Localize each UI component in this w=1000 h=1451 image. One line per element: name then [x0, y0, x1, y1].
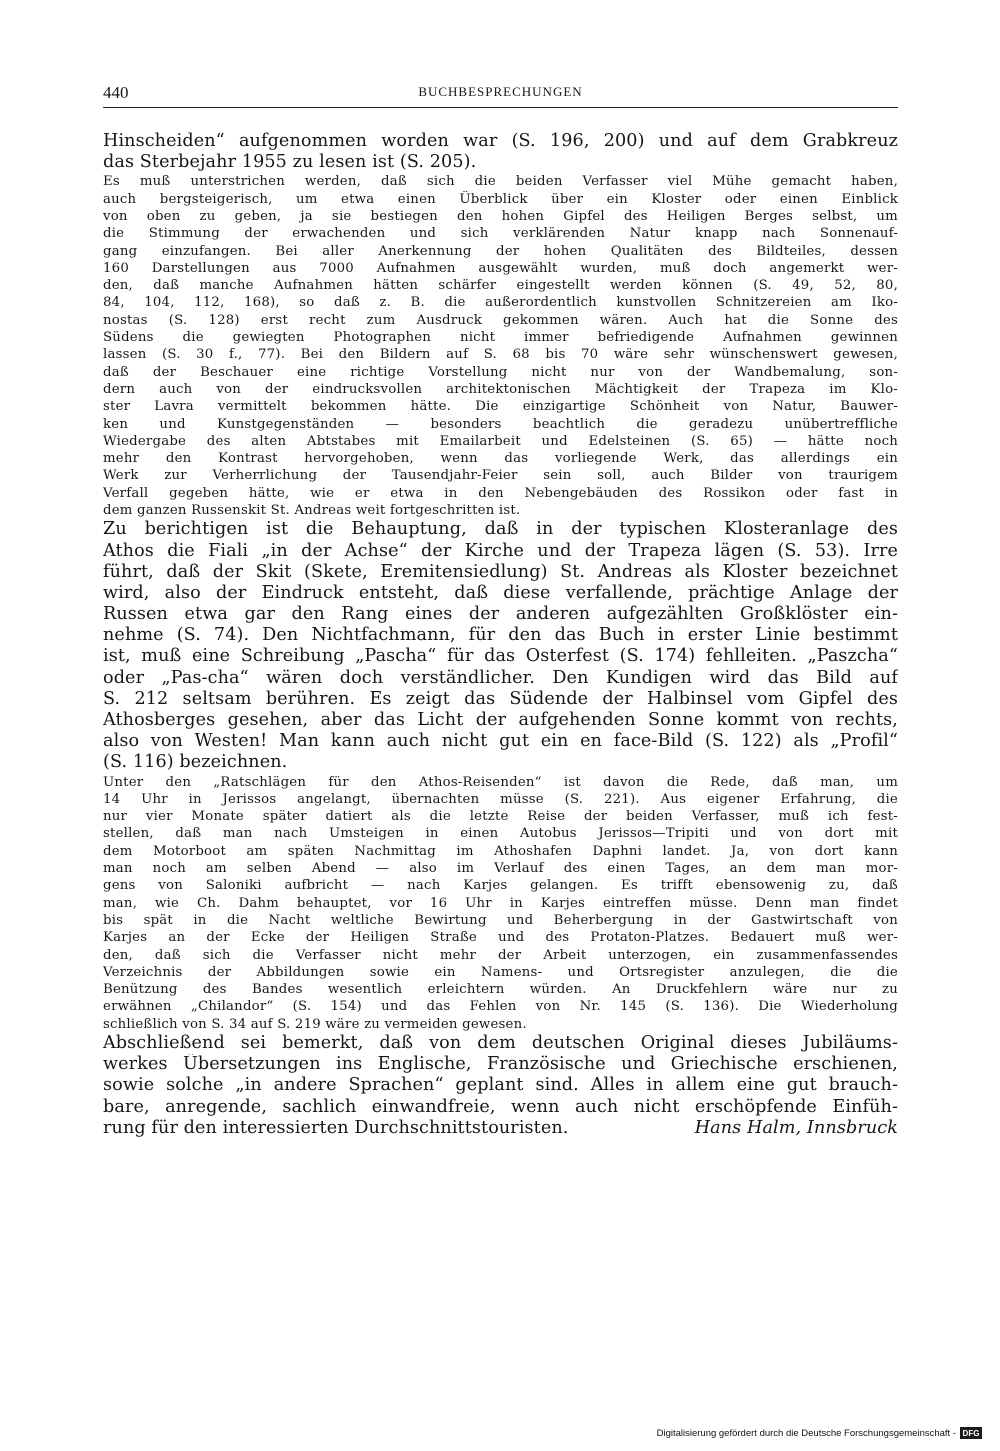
text-line: sowie solche „in andere Sprachen“ geplant sind. Alles in allem eine gut brauch- — [103, 1075, 898, 1096]
text-line — [103, 1118, 898, 1139]
text-line: dem Motorboot am späten Nachmittag im Athoshafen Daphni landet. Ja, von dort kann — [103, 843, 898, 859]
text-line: stellen, daß man nach Umsteigen in einen Autobus Jerissos—Tripiti und von dort mit — [103, 826, 898, 842]
text-line: nostas (S. 128) erst recht zum Ausdruck gekommen wären. Auch hat die Sonne des — [103, 312, 898, 328]
text-line: man noch am selben Abend — also im Verlauf des einen Tages, an dem man mor- — [103, 861, 898, 877]
text-line: den, daß manche Aufnahmen hätten schärfer eingestellt werden können (S. 49, 52, 80, — [103, 278, 898, 294]
text-line: die Stimmung der erwachenden und sich verklärenden Natur knapp nach Sonnenauf- — [103, 226, 898, 242]
text-line: Benützung des Bandes wesentlich erleichtern würden. An Druckfehlern wäre nur zu — [103, 982, 898, 998]
text-line: dem ganzen Russenskit St. Andreas weit fortgeschritten ist. — [103, 503, 521, 519]
text-line: mehr den Kontrast hervorgehoben, wenn das vorliegende Werk, das allerdings ein — [103, 451, 898, 467]
page-footer — [657, 1425, 982, 1441]
text-line: werkes Übersetzungen ins Englische, Französische und Griechische erschienen, — [103, 1054, 898, 1075]
text-line: ist, muß eine Schreibung „Pascha“ für das Osterfest (S. 174) fehlleiten. „Paszcha“ — [103, 646, 898, 667]
text-line: (S. 116) bezeichnen. — [103, 752, 288, 773]
text-line: Zu berichtigen ist die Behauptung, daß in der typischen Klosteranlage des — [103, 519, 898, 540]
page-number: 440 — [103, 83, 129, 102]
paragraph-main-text — [103, 1033, 898, 1139]
text-line: nur vier Monate später datiert als die letzte Reise der beiden Verfasser, muß ich fest- — [103, 809, 898, 825]
text-line: auch bergsteigerisch, um etwa einen Überblick über ein Kloster oder einen Einblick — [103, 191, 898, 207]
text-line: gens von Saloniki aufbricht — nach Karjes gelangen. Es trifft ebensowenig zu, daß — [103, 878, 898, 894]
page-header — [103, 83, 898, 108]
paragraph-small-print — [103, 173, 898, 519]
text-line: Athos die Fiali „in der Achse“ der Kirche und der Trapeza lägen (S. 53). Irre — [103, 540, 898, 561]
text-line: 160 Darstellungen aus 7000 Aufnahmen ausgewählt wurden, muß doch angemerkt wer- — [103, 260, 898, 276]
dfg-logo-icon — [960, 1427, 982, 1439]
text-line: Werk zur Verherrlichung der Tausendjahr-Feier sein soll, auch Bilder von traurigem — [103, 468, 898, 484]
text-line: wird, also der Eindruck entsteht, daß diese verfallende, prächtige Anlage der — [103, 582, 898, 603]
text-line: Athosberges gesehen, aber das Licht der aufgehenden Sonne kommt von rechts, — [103, 710, 898, 730]
text-line-content: rung für den interessierten Durchschnittstouristen. — [103, 1117, 569, 1138]
dfg-logo-label: DFG — [962, 1429, 980, 1439]
review-body — [103, 131, 898, 1139]
text-line: von oben zu geben, ja sie bestiegen den hohen Gipfel des Heiligen Berges selbst, um — [103, 208, 898, 224]
text-line: 84, 104, 112, 168), so daß z. B. die außerordentlich kunstvollen Schnitzereien am Iko- — [103, 295, 898, 311]
text-line: Verzeichnis der Abbildungen sowie ein Namens- und Ortsregister anzulegen, die die — [103, 964, 898, 980]
text-line: Verfall gegeben hätte, wie er etwa in den Nebengebäuden des Rossikon oder fast in — [103, 485, 898, 501]
text-line: Südens die gewiegten Photographen nicht immer befriedigende Aufnahmen gewinnen — [103, 330, 898, 346]
reviewer-signature: Hans Halm, Innsbruck — [694, 1117, 898, 1138]
text-line: führt, daß der Skit (Skete, Eremitensiedlung) St. Andreas als Kloster bezeichnet — [103, 561, 898, 582]
text-line: bis spät in die Nacht weltliche Bewirtung und Beherbergung in der Gastwirtschaft von — [103, 912, 898, 928]
text-line: gang einzufangen. Bei aller Anerkennung der hohen Qualitäten des Bildteiles, dessen — [103, 243, 898, 259]
text-line: S. 212 seltsam berühren. Es zeigt das Südende der Halbinsel vom Gipfel des — [103, 688, 898, 709]
funding-notice: Digitalisierung gefördert durch die Deutsche Forschungsgemeinschaft - — [656, 1427, 956, 1439]
paragraph-main-text — [103, 131, 898, 173]
paragraph-main-text — [103, 519, 898, 773]
text-line: Unter den „Ratschlägen für den Athos-Reisenden“ ist davon die Rede, daß man, um — [103, 774, 898, 790]
text-line: dern auch von der eindrucksvollen architektonischen Mächtigkeit der Trapeza im Klo- — [103, 381, 898, 397]
text-line: schließlich von S. 34 auf S. 219 wäre zu vermeiden gewesen. — [103, 1016, 527, 1032]
text-line: den, daß sich die Verfasser nicht mehr der Arbeit unterzogen, ein zusammenfassendes — [103, 947, 898, 963]
text-line: Es muß unterstrichen werden, daß sich die beiden Verfasser viel Mühe gemacht haben, — [103, 174, 898, 190]
text-line: bare, anregende, sachlich einwandfreie, wenn auch nicht erschöpfende Einfüh- — [103, 1096, 898, 1117]
paragraph-small-print — [103, 774, 898, 1033]
text-line: also von Westen! Man kann auch nicht gut ein en face-Bild (S. 122) als „Profil“ — [103, 731, 898, 752]
text-line: ster Lavra vermittelt bekommen hätte. Die einzigartige Schönheit von Natur, Bauwer- — [103, 399, 898, 415]
text-line: Wiedergabe des alten Abtstabes mit Emailarbeit und Edelsteinen (S. 65) — hätte noch — [103, 433, 898, 449]
text-line: Hinscheiden“ aufgenommen worden war (S. 196, 200) und auf dem Grabkreuz — [103, 131, 898, 151]
text-line: 14 Uhr in Jerissos angelangt, übernachten müsse (S. 221). Aus eigener Erfahrung, die — [103, 791, 898, 807]
text-line: das Sterbejahr 1955 zu lesen ist (S. 205). — [103, 152, 477, 173]
running-head: BUCHBESPRECHUNGEN — [418, 84, 583, 99]
text-line: nehme (S. 74). Den Nichtfachmann, für den das Buch in erster Linie bestimmt — [103, 625, 898, 646]
text-line: oder „Pas-cha“ wären doch verständlicher. Den Kundigen wird das Bild auf — [103, 667, 898, 688]
text-line: erwähnen „Chilandor“ (S. 154) und das Fehlen von Nr. 145 (S. 136). Die Wiederholung — [103, 999, 898, 1015]
text-line: daß der Beschauer eine richtige Vorstellung nicht nur von der Wandbemalung, son- — [103, 364, 898, 380]
text-line: Abschließend sei bemerkt, daß von dem deutschen Original dieses Jubiläums- — [103, 1033, 898, 1054]
text-line: Karjes an der Ecke der Heiligen Straße und des Protaton-Platzes. Bedauert muß wer- — [103, 930, 898, 946]
text-line: man, wie Ch. Dahm behauptet, vor 16 Uhr in Karjes eintreffen müsse. Denn man findet — [103, 895, 898, 911]
text-line: Russen etwa gar den Rang eines der anderen aufgezählten Großklöster ein- — [103, 604, 898, 625]
text-line: lassen (S. 30 f., 77). Bei den Bildern auf S. 68 bis 70 wäre sehr wünschenswert gewesen, — [103, 347, 898, 363]
text-line: ken und Kunstgegenständen — besonders beachtlich die geradezu unübertreffliche — [103, 416, 898, 432]
